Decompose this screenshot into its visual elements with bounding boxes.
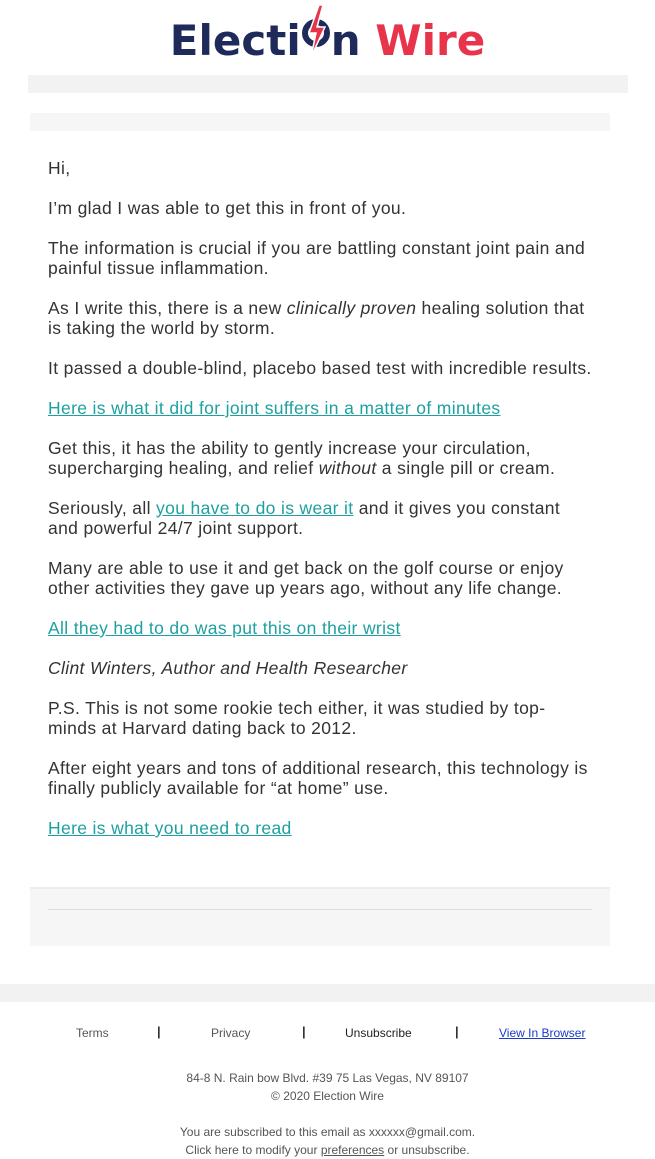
privacy-link[interactable]: Privacy <box>211 1026 251 1040</box>
logo[interactable] <box>0 8 655 74</box>
logo-text-wire: Wire <box>375 16 486 65</box>
wrist-link[interactable]: All they had to do was put this on their wrist <box>48 618 401 638</box>
paragraph: It passed a double-blind, placebo based test with incredible results. <box>48 358 592 378</box>
paragraph: After eight years and tons of additional research, this technology is finally publicly available for “at home” use. <box>48 758 588 798</box>
unsubscribe-link[interactable]: Unsubscribe <box>345 1026 412 1040</box>
subscription-notice: You are subscribed to this email as xxxxxx@gmail.com. <box>179 1125 476 1139</box>
footer-address-block <box>0 1069 655 1105</box>
terms-link[interactable]: Terms <box>76 1026 109 1040</box>
greeting: Hi, <box>48 158 71 178</box>
content-top-band <box>30 113 610 131</box>
copyright: © 2020 Election Wire <box>271 1089 384 1103</box>
modify-preferences: Click here to modify your preferences or unsubscribe. <box>185 1143 470 1157</box>
need-to-read-link[interactable]: Here is what you need to read <box>48 818 292 838</box>
footer-separator: | <box>302 1024 306 1039</box>
address: 84-8 N. Rain bow Blvd. #39 75 Las Vegas, NV 89107 <box>186 1071 469 1085</box>
email-body <box>48 158 593 858</box>
paragraph: Get this, it has the ability to gently increase your circulation, supercharging healing, and relief without a single pill or cream. <box>48 438 556 478</box>
footer-separator: | <box>455 1024 459 1039</box>
logo-text-election: Electi <box>169 16 301 65</box>
wear-it-link[interactable]: you have to do is wear it <box>156 498 354 518</box>
footer-links <box>0 1024 655 1044</box>
paragraph: Many are able to use it and get back on the golf course or enjoy other activities they gave up years ago, without any life change. <box>48 558 564 598</box>
divider <box>48 909 592 910</box>
signature: Clint Winters, Author and Health Researcher <box>48 658 408 678</box>
paragraph: The information is crucial if you are battling constant joint pain and painful tissue inflammation. <box>48 238 586 278</box>
paragraph: As I write this, there is a new clinically proven healing solution that is taking the world by storm. <box>48 298 585 338</box>
header-band <box>28 75 628 93</box>
paragraph: Seriously, all you have to do is wear it and it gives you constant and powerful 24/7 joint support. <box>48 498 561 538</box>
paragraph: I’m glad I was able to get this in front of you. <box>48 198 407 218</box>
content-bottom-band <box>30 887 610 946</box>
joint-suffers-link[interactable]: Here is what it did for joint suffers in a matter of minutes <box>48 398 501 418</box>
footer-separator: | <box>157 1024 161 1039</box>
view-in-browser-link[interactable]: View In Browser <box>499 1026 586 1040</box>
lightning-bolt-icon <box>301 11 331 61</box>
logo-text-n: n <box>330 16 361 65</box>
preferences-link[interactable]: preferences <box>320 1143 385 1157</box>
footer-subscription-block <box>0 1123 655 1159</box>
footer-band <box>0 984 655 1002</box>
ps-paragraph: P.S. This is not some rookie tech either, it was studied by top-minds at Harvard dating back to 2012. <box>48 698 546 738</box>
